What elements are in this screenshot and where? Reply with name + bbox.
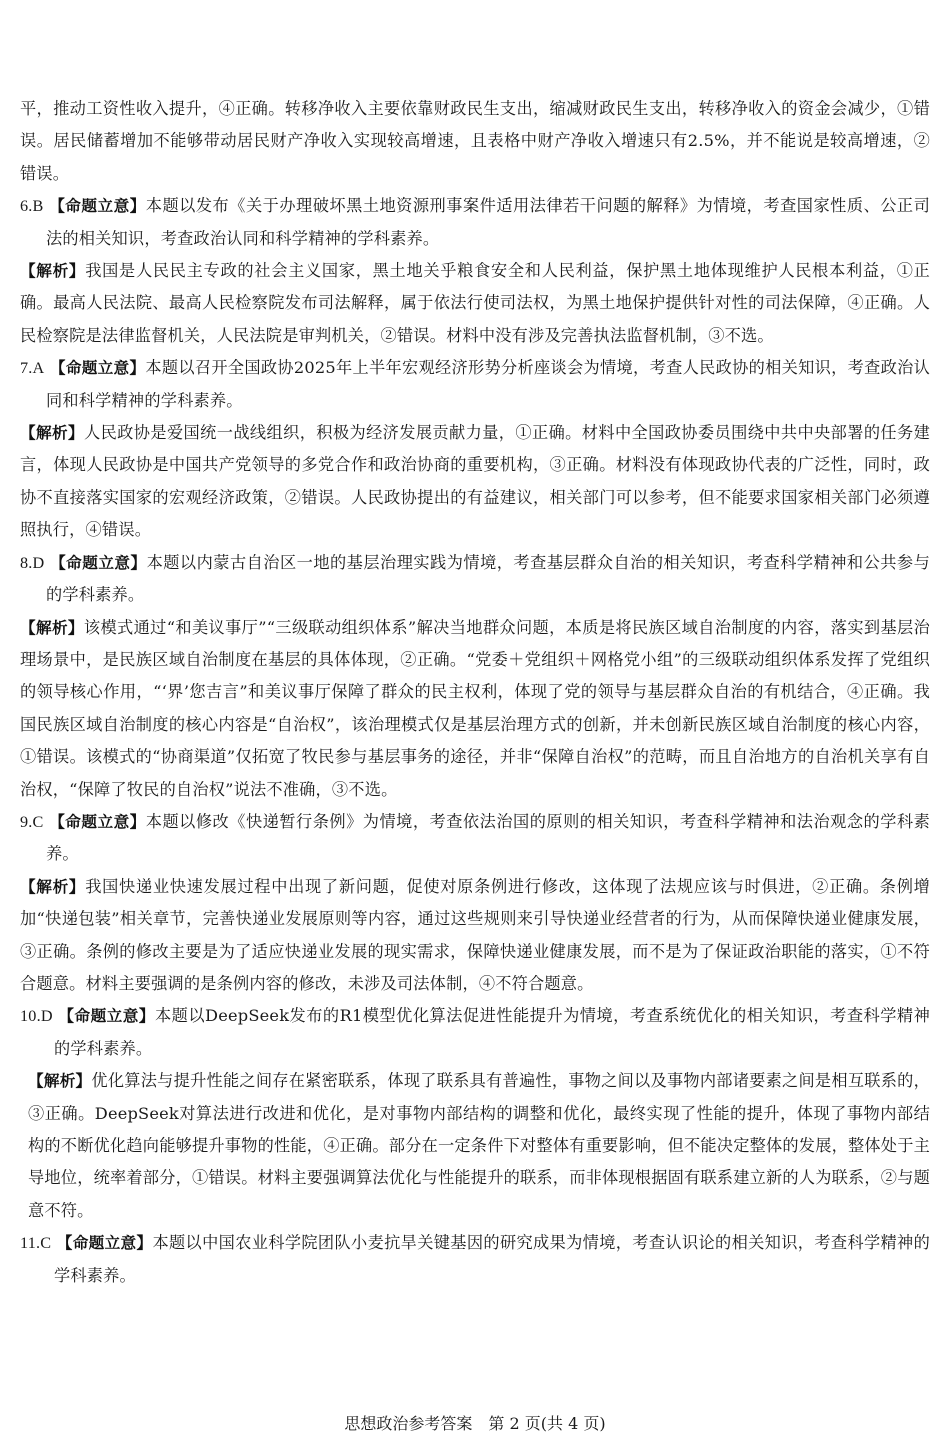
question-10-number: 10.D (20, 1007, 53, 1026)
question-11-intent (20, 1227, 930, 1292)
question-10-analysis (20, 1065, 930, 1227)
question-10-intent-tag: 【命题立意】 (58, 1007, 155, 1026)
question-11-intent-text: 本题以中国农业科学院团队小麦抗旱关键基因的研究成果为情境，考查认识论的相关知识，考查科学精神的学科素养。 (54, 1233, 930, 1285)
question-6-intent-tag: 【命题立意】 (49, 197, 146, 216)
question-9-intent (20, 806, 930, 871)
intro-paragraph (20, 93, 930, 190)
question-10-analysis-tag: 【解析】 (28, 1072, 92, 1091)
question-11-number: 11.C (20, 1234, 52, 1253)
question-9-analysis-tag: 【解析】 (20, 877, 86, 896)
question-10-intent (20, 1000, 930, 1065)
page-footer: 思想政治参考答案 第 2 页(共 4 页) (344, 1414, 606, 1433)
question-10-intent-text: 本题以DeepSeek发布的R1模型优化算法促进性能提升为情境，考查系统优化的相关知识，考查科学精神的学科素养。 (54, 1006, 930, 1058)
question-7-analysis (20, 417, 930, 547)
question-9-number: 9.C (20, 812, 44, 831)
question-6-intent-text: 本题以发布《关于办理破坏黑土地资源刑事案件适用法律若干问题的解释》为情境，考查国家性质、公正司法的相关知识，考查政治认同和科学精神的学科素养。 (46, 196, 930, 248)
question-7-intent-text: 本题以召开全国政协2025年上半年宏观经济形势分析座谈会为情境，考查人民政协的相关知识，考查政治认同和科学精神的学科素养。 (46, 358, 930, 410)
question-9-intent-tag: 【命题立意】 (49, 812, 146, 831)
question-7-number: 7.A (20, 359, 45, 378)
question-8-analysis (20, 612, 930, 806)
question-7-analysis-text: 人民政协是爱国统一战线组织，积极为经济发展贡献力量，①正确。材料中全国政协委员围绕中共中央部署的任务建言，体现人民政协是中国共产党领导的多党合作和政治协商的重要机构，③正确。材料没有体现政协代表的广泛性，同时，政协不直接落实国家的宏观经济政策，②错误。人民政协提出的有益建议，相关部门可以参考，但不能要求国家相关部门必须遵照执行，④错误。 (20, 423, 930, 540)
question-8-intent (20, 547, 930, 612)
question-7-intent-tag: 【命题立意】 (49, 359, 146, 378)
question-9-analysis (20, 871, 930, 1001)
question-8-analysis-tag: 【解析】 (20, 618, 84, 637)
question-9-analysis-text: 我国快递业快速发展过程中出现了新问题，促使对原条例进行修改，这体现了法规应该与时俱进，②正确。条例增加“快递包装”相关章节，完善快递业发展原则等内容，通过这些规则来引导快递业经营者的行为，从而保障快递业健康发展，③正确。条例的修改主要是为了适应快递业发展的现实需求，保障快递业健康发展，而不是为了保证政治职能的落实，①不符合题意。材料主要强调的是条例内容的修改，未涉及司法体制，④不符合题意。 (20, 876, 930, 993)
question-8-intent-tag: 【命题立意】 (50, 553, 147, 572)
intro-text: 平，推动工资性收入提升，④正确。转移净收入主要依靠财政民生支出，缩减财政民生支出，转移净收入的资金会减少，①错误。居民储蓄增加不能够带动居民财产净收入实现较高增速，且表格中财产净收入增速只有2.5%，并不能说是较高增速，②错误。 (20, 99, 930, 183)
question-7-analysis-tag: 【解析】 (20, 424, 84, 443)
question-9-intent-text: 本题以修改《快递暂行条例》为情境，考查依法治国的原则的相关知识，考查科学精神和法治观念的学科素养。 (46, 811, 930, 864)
question-7-intent (20, 352, 930, 417)
question-11-intent-tag: 【命题立意】 (56, 1234, 153, 1253)
question-8-analysis-text: 该模式通过“和美议事厅”“三级联动组织体系”解决当地群众问题，本质是将民族区域自治制度的内容，落实到基层治理场景中，是民族区域自治制度在基层的具体体现，②正确。“党委＋党组织＋网格党小组”的三级联动组织体系发挥了党组织的领导核心作用，“‘界’您吉言”和美议事厅保障了群众的民主权利，体现了党的领导与基层群众自治的有机结合，④正确。我国民族区域自治制度的核心内容是“自治权”，该治理模式仅是基层治理方式的创新，并未创新民族区域自治制度的核心内容，①错误。该模式的“协商渠道”仅拓宽了牧民参与基层事务的途径，并非“保障自治权”的范畴，而且自治地方的自治机关享有自治权，“保障了牧民的自治权”说法不准确，③不选。 (20, 617, 930, 799)
question-6-analysis (20, 255, 930, 352)
answer-content (20, 93, 930, 1292)
question-6-number: 6.B (20, 197, 44, 216)
question-6-analysis-tag: 【解析】 (20, 262, 86, 281)
question-8-intent-text: 本题以内蒙古自治区一地的基层治理实践为情境，考查基层群众自治的相关知识，考查科学精神和公共参与的学科素养。 (46, 552, 930, 605)
question-8-number: 8.D (20, 553, 45, 572)
question-6-intent (20, 190, 930, 255)
question-6-analysis-text: 我国是人民民主专政的社会主义国家，黑土地关乎粮食安全和人民利益，保护黑土地体现维护人民根本利益，①正确。最高人民法院、最高人民检察院发布司法解释，属于依法行使司法权，为黑土地保护提供针对性的司法保障，④正确。人民检察院是法律监督机关，人民法院是审判机关，②错误。材料中没有涉及完善执法监督机制，③不选。 (20, 261, 930, 345)
question-10-analysis-text: 优化算法与提升性能之间存在紧密联系，体现了联系具有普遍性，事物之间以及事物内部诸要素之间是相互联系的，③正确。DeepSeek对算法进行改进和优化，是对事物内部结构的调整和优化，最终实现了性能的提升，体现了事物内部结构的不断优化趋向能够提升事物的性能，④正确。部分在一定条件下对整体有重要影响，但不能决定整体的发展，整体处于主导地位，统率着部分，①错误。材料主要强调算法优化与性能提升的联系，而非体现根据固有联系建立新的人为联系，②与题意不符。 (28, 1071, 930, 1220)
